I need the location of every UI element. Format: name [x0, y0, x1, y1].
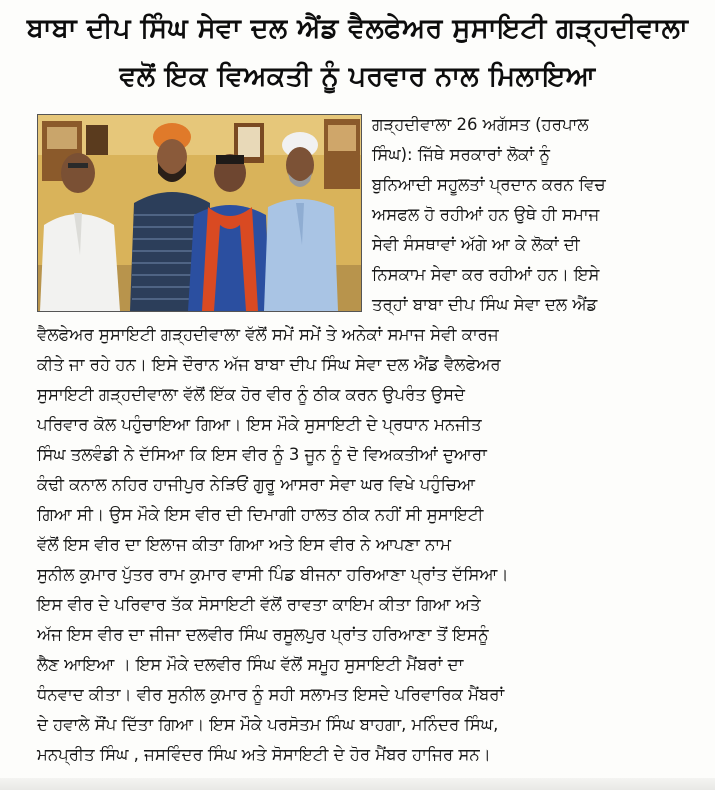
page-bottom-edge: [0, 778, 715, 790]
article-text-line: ਵੱਲੋਂ ਇਸ ਵੀਰ ਦਾ ਇਲਾਜ ਕੀਤਾ ਗਿਆ ਅਤੇ ਇਸ ਵੀਰ ਨੇ ਆਪਣਾ ਨਾਮ: [37, 535, 452, 554]
group-photo: [37, 114, 362, 312]
article-text-line: ਗੜ੍ਹਦੀਵਾਲਾ 26 ਅਗੱਸਤ (ਹਰਪਾਲ: [372, 115, 589, 134]
article-text-line: ਲੈਣ ਆਇਆ । ਇਸ ਮੌਕੇ ਦਲਵੀਰ ਸਿੰਘ ਵੱਲੋਂ ਸਮੂਹ ਸੁਸਾਇਟੀ ਮੈਂਬਰਾਂ ਦਾ: [37, 655, 464, 674]
article-text-line: ਸੁਸਾਇਟੀ ਗੜ੍ਹਦੀਵਾਲਾ ਵੱਲੋਂ ਇੱਕ ਹੋਰ ਵੀਰ ਨੂੰ ਠੀਕ ਕਰਨ ਉਪਰੰਤ ਉਸਦੇ: [37, 385, 465, 404]
article-text-line: ਇਸ ਵੀਰ ਦੇ ਪਰਿਵਾਰ ਤੱਕ ਸੋਸਾਇਟੀ ਵੱਲੋਂ ਰਾਵਤਾ ਕਾਇਮ ਕੀਤਾ ਗਿਆ ਅਤੇ: [37, 595, 481, 614]
article-text-line: ਬੁਨਿਆਦੀ ਸਹੂਲਤਾਂ ਪ੍ਰਦਾਨ ਕਰਨ ਵਿਚ: [372, 175, 606, 194]
article-text-line: ਤਰ੍ਹਾਂ ਬਾਬਾ ਦੀਪ ਸਿੰਘ ਸੇਵਾ ਦਲ ਐਂਡ: [372, 295, 598, 314]
article-text-line: ਧੰਨਵਾਦ ਕੀਤਾ। ਵੀਰ ਸੁਨੀਲ ਕੁਮਾਰ ਨੂੰ ਸਹੀ ਸਲਾਮਤ ਇਸਦੇ ਪਰਿਵਾਰਿਕ ਮੈਂਬਰਾਂ: [37, 685, 505, 704]
article-text-line: ਮਨਪ੍ਰੀਤ ਸਿੰਘ , ਜਸਵਿੰਦਰ ਸਿੰਘ ਅਤੇ ਸੋਸਾਇਟੀ ਦੇ ਹੋਰ ਮੈਂਬਰ ਹਾਜਿਰ ਸਨ।: [37, 745, 491, 764]
article-text-line: ਸਿੰਘ): ਜਿੱਥੇ ਸਰਕਾਰਾਂ ਲੋਕਾਂ ਨੂੰ: [372, 145, 550, 164]
article-text-line: ਗਿਆ ਸੀ। ਉਸ ਮੌਕੇ ਇਸ ਵੀਰ ਦੀ ਦਿਮਾਗੀ ਹਾਲਤ ਠੀਕ ਨਹੀਂ ਸੀ ਸੁਸਾਇਟੀ: [37, 505, 484, 524]
article-text-line: ਵੈਲਫੇਅਰ ਸੁਸਾਇਟੀ ਗੜ੍ਹਦੀਵਾਲਾ ਵੱਲੋਂ ਸਮੇਂ ਸਮੇਂ ਤੇ ਅਨੇਕਾਂ ਸਮਾਜ ਸੇਵੀ ਕਾਰਜ: [37, 325, 499, 344]
article-text-line: ਅਸਫਲ ਹੋ ਰਹੀਆਂ ਹਨ ਉਥੇ ਹੀ ਸਮਾਜ: [372, 205, 600, 224]
article-text-line: ਸਿੰਘ ਤਲਵੰਡੀ ਨੇ ਦੱਸਿਆ ਕਿ ਇਸ ਵੀਰ ਨੂੰ 3 ਜੂਨ ਨੂੰ ਦੋ ਵਿਅਕਤੀਆਂ ਦੁਆਰਾ: [37, 445, 487, 464]
article-text-line: ਪਰਿਵਾਰ ਕੋਲ ਪਹੁੰਚਾਇਆ ਗਿਆ। ਇਸ ਮੌਕੇ ਸੁਸਾਇਟੀ ਦੇ ਪ੍ਰਧਾਨ ਮਨਜੀਤ: [37, 415, 482, 434]
headline-line-2: ਵਲੋਂ ਇਕ ਵਿਅਕਤੀ ਨੂੰ ਪਰਵਾਰ ਨਾਲ ਮਿਲਾਇਆ: [119, 61, 596, 92]
article-text-line: ਨਿਸਕਾਮ ਸੇਵਾ ਕਰ ਰਹੀਆਂ ਹਨ। ਇਸੇ: [372, 265, 600, 284]
article-text-line: ਅੱਜ ਇਸ ਵੀਰ ਦਾ ਜੀਜਾ ਦਲਵੀਰ ਸਿੰਘ ਰਸੂਲਪੁਰ ਪ੍ਰਾਂਤ ਹਰਿਆਣਾ ਤੋਂ ਇਸਨੂੰ: [37, 625, 489, 644]
article-text-line: ਕੰਢੀ ਕਨਾਲ ਨਹਿਰ ਹਾਜੀਪੁਰ ਨੇੜਿਓਂ ਗੁਰੂ ਆਸਰਾ ਸੇਵਾ ਘਰ ਵਿਖੇ ਪਹੁੰਚਿਆ: [37, 475, 475, 494]
article-text-line: ਕੀਤੇ ਜਾ ਰਹੇ ਹਨ। ਇਸੇ ਦੌਰਾਨ ਅੱਜ ਬਾਬਾ ਦੀਪ ਸਿੰਘ ਸੇਵਾ ਦਲ ਐਂਡ ਵੈਲਫੇਅਰ: [37, 355, 501, 374]
headline-line-1: ਬਾਬਾ ਦੀਪ ਸਿੰਘ ਸੇਵਾ ਦਲ ਐਂਡ ਵੈਲਫੇਅਰ ਸੁਸਾਇਟੀ ਗੜ੍ਹਦੀਵਾਲਾ: [26, 13, 689, 44]
article-text-line: ਸੇਵੀ ਸੰਸਥਾਵਾਂ ਅੱਗੇ ਆ ਕੇ ਲੋਕਾਂ ਦੀ: [372, 235, 580, 254]
article-text-line: ਸੁਨੀਲ ਕੁਮਾਰ ਪੁੱਤਰ ਰਾਮ ਕੁਮਾਰ ਵਾਸੀ ਪਿੰਡ ਬੀਜਨਾ ਹਰਿਆਣਾ ਪ੍ਰਾਂਤ ਦੱਸਿਆ।: [37, 565, 509, 584]
article-text-line: ਦੇ ਹਵਾਲੇ ਸੌਂਪ ਦਿੱਤਾ ਗਿਆ। ਇਸ ਮੌਕੇ ਪਰਸੋਤਮ ਸਿੰਘ ਬਾਹਗਾ, ਮਨਿੰਦਰ ਸਿੰਘ,: [37, 715, 499, 734]
